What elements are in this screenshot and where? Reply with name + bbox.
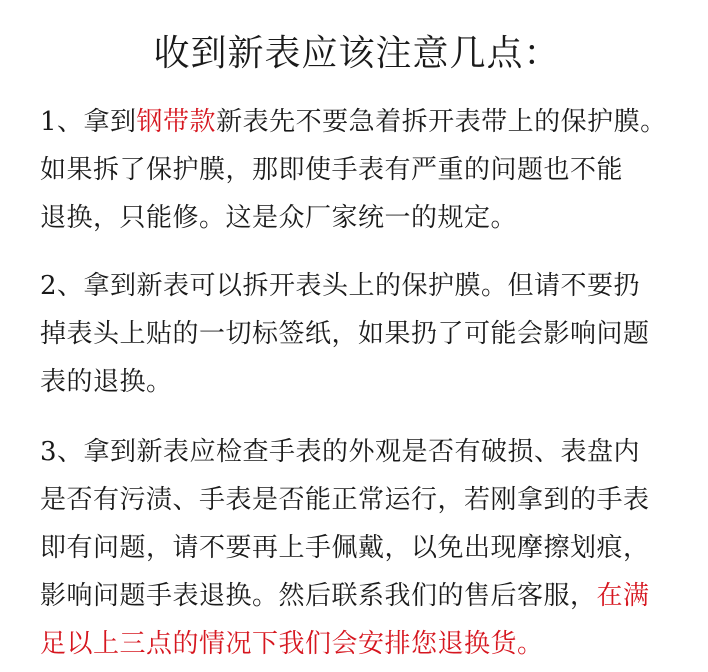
point-3 bbox=[40, 428, 674, 668]
point-2-line-2: 掉表头上贴的一切标签纸，如果扔了可能会影响问题 bbox=[40, 319, 650, 349]
point-3-highlight-start: 在满 bbox=[596, 581, 650, 611]
point-2-line-1: 2、拿到新表可以拆开表头上的保护膜。但请不要扔 bbox=[40, 271, 641, 301]
document-title: 收到新表应该注意几点： bbox=[153, 33, 561, 74]
point-3-line-4 bbox=[40, 572, 674, 620]
point-3-line-2: 是否有污渍、手表是否能正常运行，若刚拿到的手表 bbox=[40, 485, 650, 515]
point-3-line-4-prefix: 影响问题手表退换。然后联系我们的售后客服， bbox=[40, 581, 597, 611]
point-1-prefix: 1、拿到 bbox=[40, 107, 137, 137]
point-1-line-1 bbox=[40, 98, 674, 146]
point-3-line-1: 3、拿到新表应检查手表的外观是否有破损、表盘内 bbox=[40, 437, 641, 467]
point-1-line-3: 退换，只能修。这是众厂家统一的规定。 bbox=[40, 203, 518, 233]
point-1-suffix: 新表先不要急着拆开表带上的保护膜。 bbox=[216, 107, 667, 137]
point-2-line-3: 表的退换。 bbox=[40, 367, 173, 397]
point-3-line-3: 即有问题，请不要再上手佩戴，以免出现摩擦划痕， bbox=[40, 533, 650, 563]
point-1-highlight: 钢带款 bbox=[136, 107, 217, 137]
point-2 bbox=[40, 262, 674, 406]
point-1-line-2: 如果拆了保护膜，那即使手表有严重的问题也不能 bbox=[40, 155, 624, 185]
point-3-highlight-end: 足以上三点的情况下我们会安排您退换货。 bbox=[40, 629, 544, 659]
point-1 bbox=[40, 98, 674, 242]
